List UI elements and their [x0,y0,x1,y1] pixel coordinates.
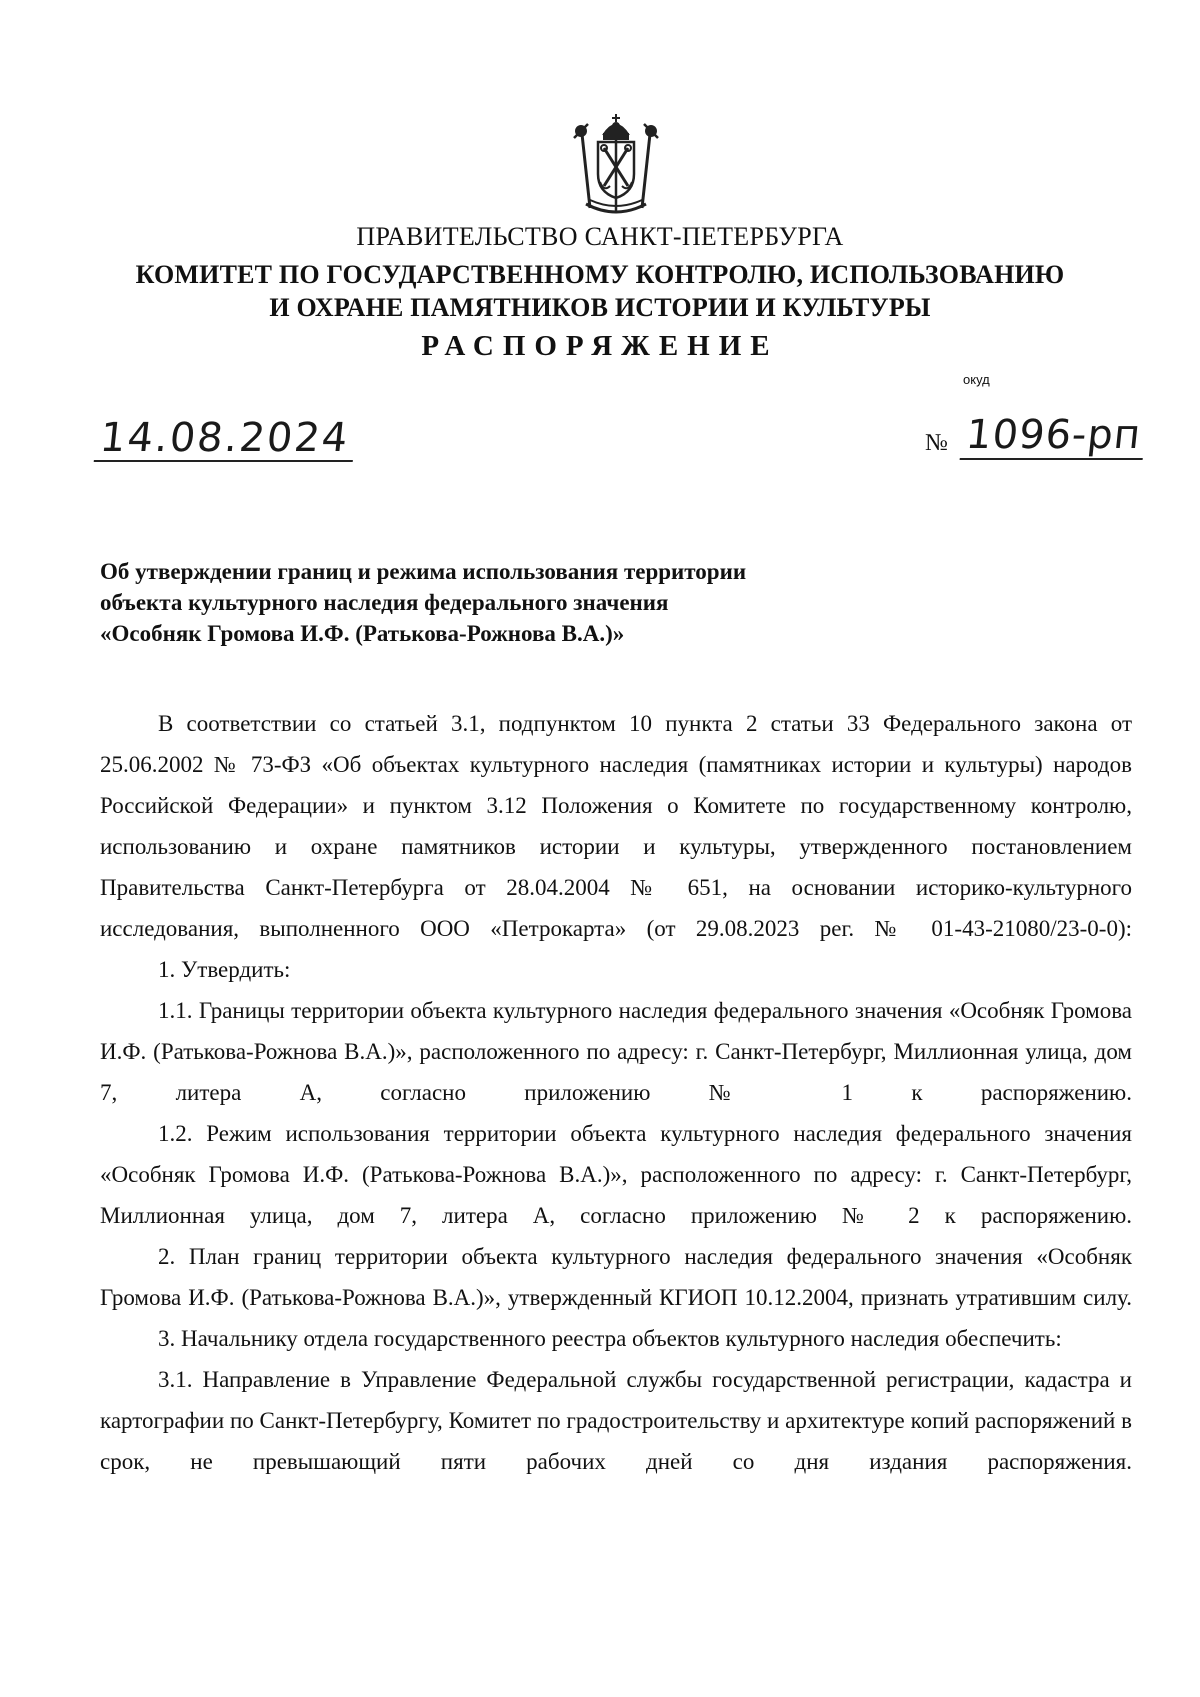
clause-1: 1. Утвердить: [158,957,291,982]
committee-name-line-2: И ОХРАНЕ ПАМЯТНИКОВ ИСТОРИИ И КУЛЬТУРЫ [269,293,931,322]
clause-2: 2. План границ территории объекта культурного наследия федерального значения «Особняк Громова И.Ф. (Ратькова-Рожнова В.А.)», утвержденный КГИОП 10.12.2004, признать утратившим силу. [100,1244,1132,1310]
okud-label: окуд [963,372,990,387]
title-line-3: «Особняк Громова И.Ф. (Ратькова-Рожнова В.А.)» [100,621,625,646]
committee-name-line-1: КОМИТЕТ ПО ГОСУДАРСТВЕННОМУ КОНТРОЛЮ, ИСПОЛЬЗОВАНИЮ [135,260,1065,289]
document-number: 1096-рп [960,414,1148,460]
document-type: РАСПОРЯЖЕНИЕ [421,330,779,362]
document-body [100,703,1132,1482]
preamble-paragraph: В соответствии со статьей 3.1, подпунктом 10 пункта 2 статьи 33 Федерального закона от 25.06.2002 № 73-ФЗ «Об объектах культурного наследия (памятниках истории и культуры) народов Российской Федерации» и пунктом 3.12 Положения о Комитете по государственному контролю, использованию и охране памятников истории и культуры, утвержденного постановлением Правительства Санкт-Петербурга от 28.04.2004 № 651, на основании историко-культурного исследования, выполненного ООО «Петрокарта» (от 29.08.2023 рег. № 01-43-21080/23-0-0): [100,711,1132,941]
committee-name [0,258,1200,324]
clause-3-1: 3.1. Направление в Управление Федеральной службы государственной регистрации, кадастра и картографии по Санкт-Петербургу, Комитет по градостроительству и архитектуре копий распоряжений в срок, не превышающий пяти рабочих дней со дня издания распоряжения. [100,1367,1132,1474]
coat-of-arms-icon [568,112,664,218]
clause-1-2: 1.2. Режим использования территории объекта культурного наследия федерального значения «Особняк Громова И.Ф. (Ратькова-Рожнова В.А.)», расположенного по адресу: г. Санкт-Петербург, Миллионная улица, дом 7, литера А, согласно приложению № 2 к распоряжению. [100,1121,1132,1228]
coat-of-arms-graphic [568,112,664,218]
title-line-2: объекта культурного наследия федерального значения [100,590,669,615]
clause-1-1: 1.1. Границы территории объекта культурного наследия федерального значения «Особняк Громова И.Ф. (Ратькова-Рожнова В.А.)», расположенного по адресу: г. Санкт-Петербург, Миллионная улица, дом 7, литера А, согласно приложению № 1 к распоряжению. [100,998,1132,1105]
document-title [100,556,746,649]
government-name: ПРАВИТЕЛЬСТВО САНКТ-ПЕТЕРБУРГА [356,222,844,251]
title-line-1: Об утверждении границ и режима использования территории [100,559,747,584]
document-date: 14.08.2024 [94,418,358,462]
number-sign: № [925,430,948,456]
clause-3: 3. Начальнику отдела государственного реестра объектов культурного наследия обеспечить: [158,1326,1062,1351]
